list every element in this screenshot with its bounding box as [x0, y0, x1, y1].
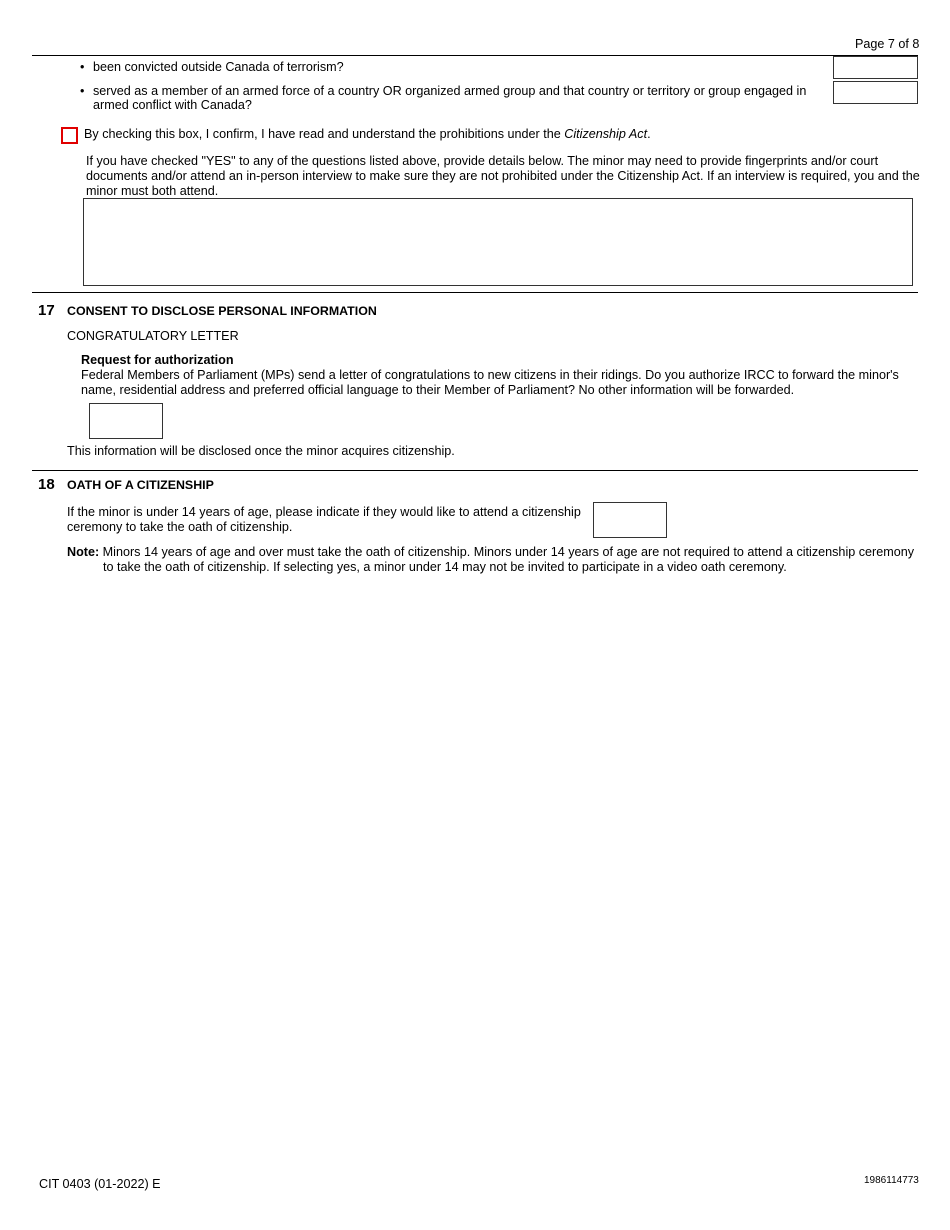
- section-divider: [32, 292, 918, 293]
- citizenship-act-reference: Citizenship Act: [564, 127, 648, 141]
- oath-note-line2: to take the oath of citizenship. If selecting yes, a minor under 14 may not be invited to participate in a video oath ceremony.: [103, 560, 787, 574]
- details-instructions-line1: If you have checked "YES" to any of the questions listed above, provide details below. The minor may need to provide fingerprints and/or court: [86, 154, 879, 168]
- request-text-line2: name, residential address and preferred official language to their Member of Parliament? No other information will be forwarded.: [81, 383, 795, 397]
- section-number: 18: [38, 476, 55, 493]
- barcode-number: 1986114773: [864, 1175, 919, 1186]
- page-number: Page 7 of 8: [855, 37, 920, 51]
- section-title: OATH OF A CITIZENSHIP: [67, 478, 214, 492]
- form-code: CIT 0403 (01-2022) E: [39, 1177, 161, 1191]
- section-title: CONSENT TO DISCLOSE PERSONAL INFORMATION: [67, 304, 377, 318]
- section-subtitle: CONGRATULATORY LETTER: [67, 329, 239, 343]
- request-text-line1: Federal Members of Parliament (MPs) send a letter of congratulations to new citizens in their ridings. Do you authorize IRCC to forward the minor's: [81, 368, 899, 382]
- prohibition-armed-force-answer[interactable]: [833, 81, 918, 104]
- prohibition-terrorism-answer[interactable]: [833, 56, 918, 79]
- confirm-prohibitions-checkbox[interactable]: [61, 127, 78, 144]
- disclosure-note: This information will be disclosed once the minor acquires citizenship.: [67, 444, 455, 458]
- note-label: Note:: [67, 545, 100, 559]
- prohibition-armed-force-text-line2: armed conflict with Canada?: [93, 98, 252, 112]
- section-number: 17: [38, 302, 55, 319]
- request-title: Request for authorization: [81, 353, 234, 367]
- section-divider: [32, 470, 918, 471]
- details-instructions-line3: minor must both attend.: [86, 184, 219, 198]
- details-textarea[interactable]: [83, 198, 913, 286]
- authorization-answer-field[interactable]: [89, 403, 163, 439]
- prohibition-armed-force-text-line1: served as a member of an armed force of a country OR organized armed group and that country or territory or group engaged in: [93, 84, 807, 98]
- details-instructions-line2: documents and/or attend an in-person interview to make sure they are not prohibited under the Citizenship Act. If an interview is required, you and the: [86, 169, 920, 183]
- bullet-icon: •: [80, 60, 85, 74]
- prohibition-terrorism-text: been convicted outside Canada of terrorism?: [93, 60, 344, 74]
- oath-answer-field[interactable]: [593, 502, 667, 538]
- bullet-icon: •: [80, 84, 85, 98]
- oath-question-line1: If the minor is under 14 years of age, please indicate if they would like to attend a citizenship: [67, 505, 581, 519]
- header-divider: [32, 55, 918, 56]
- confirm-prohibitions-label: By checking this box, I confirm, I have read and understand the prohibitions under the Citizenship Act.: [84, 127, 651, 141]
- oath-note-line1: Note: Minors 14 years of age and over must take the oath of citizenship. Minors under 14 years of age are not required to attend a citizenship ceremony: [67, 545, 915, 559]
- oath-question-line2: ceremony to take the oath of citizenship.: [67, 520, 293, 534]
